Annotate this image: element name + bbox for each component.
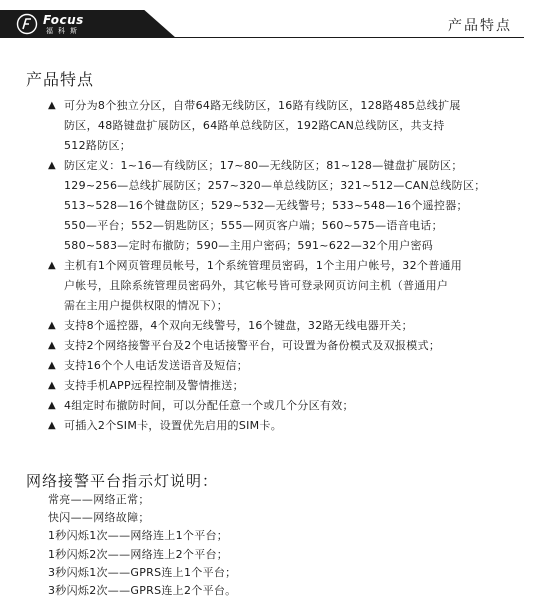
features-heading: 产品特点 — [26, 70, 95, 89]
page-header — [0, 0, 542, 42]
feature-item — [48, 96, 528, 156]
brand-sub: 福科斯 — [46, 27, 82, 35]
feature-line: 550—平台；552—钥匙防区；555—网页客户端；560~575—语音电话； — [64, 219, 443, 232]
features-list — [48, 96, 528, 436]
feature-line: 513~528—16个键盘防区；529~532—无线警号；533~548—16个遥控器； — [64, 199, 468, 212]
triangle-bullet-icon: ▲ — [48, 420, 56, 431]
feature-line: 支持16个个人电话发送语音及短信； — [64, 359, 249, 372]
led-status-list — [48, 491, 236, 600]
triangle-bullet-icon: ▲ — [48, 380, 56, 391]
feature-item — [48, 316, 528, 336]
feature-line: 580~583—定时布撤防；590—主用户密码；591~622—32个用户密码 — [64, 239, 434, 252]
triangle-bullet-icon: ▲ — [48, 400, 56, 411]
feature-line: 129~256—总线扩展防区；257~320—单总线防区；321~512—CAN总线防区； — [64, 179, 486, 192]
feature-line: 防区定义：1~16—有线防区；17~80—无线防区；81~128—键盘扩展防区； — [64, 159, 463, 172]
header-rule — [170, 37, 524, 38]
focus-logo-icon — [16, 13, 38, 35]
brand-logo — [16, 13, 156, 37]
brand-name: Focus — [43, 13, 84, 27]
led-item: 1秒闪烁2次——网络连上2个平台； — [48, 547, 229, 561]
feature-item — [48, 396, 528, 416]
led-heading: 网络接警平台指示灯说明： — [26, 472, 219, 490]
led-item: 快闪——网络故障； — [48, 511, 150, 525]
triangle-bullet-icon: ▲ — [48, 260, 56, 271]
feature-line: 主机有1个网页管理员帐号，1个系统管理员密码，1个主用户帐号，32个普通用 — [64, 259, 463, 272]
feature-line: 户帐号，且除系统管理员密码外，其它帐号皆可登录网页访问主机（普通用户 — [64, 279, 449, 292]
feature-line: 支持8个遥控器，4个双向无线警号，16个键盘，32路无线电器开关； — [64, 319, 413, 332]
feature-line: 可插入2个SIM卡，设置优先启用的SIM卡。 — [64, 419, 283, 432]
feature-line: 支持手机APP远程控制及警情推送； — [64, 379, 244, 392]
triangle-bullet-icon: ▲ — [48, 160, 56, 171]
feature-line: 可分为8个独立分区，自带64路无线防区，16路有线防区，128路485总线扩展 — [64, 99, 461, 112]
feature-line: 4组定时布撤防时间，可以分配任意一个或几个分区有效； — [64, 399, 354, 412]
led-item: 常亮——网络正常； — [48, 493, 150, 506]
feature-line: 防区，48路键盘扩展防区，64路单总线防区，192路CAN总线防区，共支持 — [64, 119, 445, 132]
feature-line: 支持2个网络接警平台及2个电话接警平台，可设置为备份模式及双报模式； — [64, 339, 441, 352]
led-item: 1秒闪烁1次——网络连上1个平台； — [48, 529, 229, 543]
feature-item — [48, 256, 528, 316]
feature-item — [48, 356, 528, 376]
triangle-bullet-icon: ▲ — [48, 360, 56, 371]
feature-item — [48, 336, 528, 356]
triangle-bullet-icon: ▲ — [48, 340, 56, 351]
header-title: 产品特点 — [448, 18, 512, 34]
triangle-bullet-icon: ▲ — [48, 100, 56, 111]
feature-item — [48, 416, 528, 436]
led-item: 3秒闪烁2次——GPRS连上2个平台。 — [48, 584, 237, 598]
feature-item — [48, 376, 528, 396]
feature-item — [48, 156, 528, 256]
feature-line: 512路防区； — [64, 139, 132, 152]
feature-line: 需在主用户提供权限的情况下）； — [64, 299, 228, 312]
led-item: 3秒闪烁1次——GPRS连上1个平台； — [48, 565, 237, 579]
triangle-bullet-icon: ▲ — [48, 320, 56, 331]
